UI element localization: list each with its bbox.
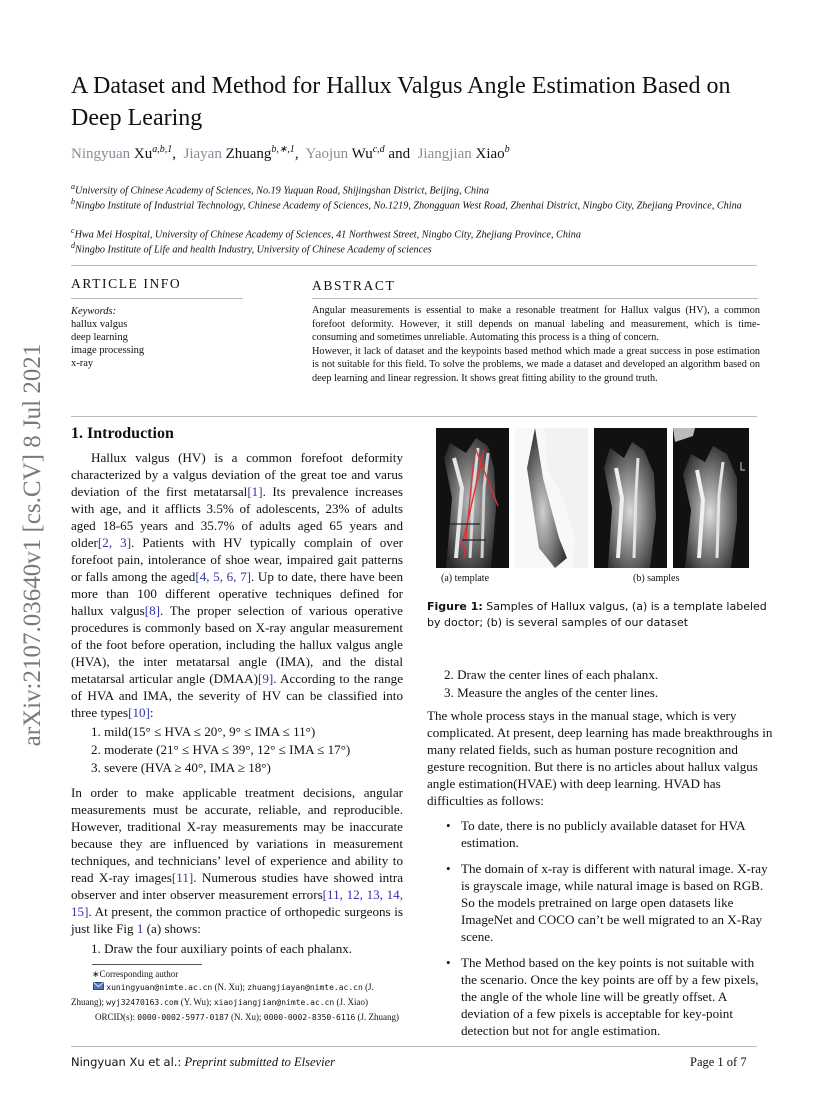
orcid-id: 0000-0002-8350-6116 (263, 1013, 356, 1022)
figure-caption-label: Figure 1: (427, 600, 483, 613)
arxiv-stamp-text: arXiv:2107.03640v1 [cs.CV] 8 Jul 2021 (19, 343, 46, 747)
bullet-dot: • (446, 818, 451, 833)
subcaption-a: (a) template (441, 573, 490, 584)
xray-sample-image (673, 428, 749, 568)
footer-note: Preprint submitted to Elsevier (184, 1055, 335, 1069)
author-last-name: Xiao (475, 146, 505, 162)
citation-link[interactable]: [4, 5, 6, 7] (195, 569, 252, 584)
corresponding-author: ∗Corresponding author (92, 969, 179, 979)
bullet-dot: • (446, 955, 451, 970)
figure-caption-text: Samples of Hallux valgus, (a) is a template labeled by doctor; (b) is several samples of our dataset (427, 600, 767, 629)
author-sup: c,d (372, 144, 385, 155)
citation-link[interactable]: [2, 3] (97, 535, 132, 550)
author-first-name: Ningyuan (71, 146, 131, 162)
severity-item: 1. mild(15° ≤ HVA ≤ 20°, 9° ≤ IMA ≤ 11°) (91, 724, 316, 739)
author-first-name: Yaojun (305, 146, 349, 162)
footer-divider (71, 1046, 757, 1047)
footnote-rule (92, 964, 202, 965)
xray-sample-image (515, 428, 588, 568)
affiliation-text: Hwa Mei Hospital, University of Chinese Academy of Sciences, 41 Northwest Street, Ningbo City, Zhejiang Province, China (74, 229, 581, 241)
footnote-emails (71, 980, 406, 1025)
divider (71, 298, 243, 299)
bullet-dot: • (446, 861, 451, 876)
text-run: (a) shows: (143, 921, 201, 936)
text-run: . According to the range of HVA and IMA, the severity of HV can be classified into three types (71, 671, 404, 720)
orcid-id: 0000-0002-5977-0187 (137, 1013, 229, 1022)
affiliation-text: Ningbo Institute of Life and health Industry, University of Chinese Academy of sciences (75, 244, 432, 256)
citation-link[interactable]: [11, 12, 13, 14, 15] (71, 887, 403, 919)
author-list (71, 144, 510, 163)
keyword: x-ray (71, 358, 94, 369)
email-link[interactable]: xiaojiangjian@nimte.ac.cn (213, 998, 335, 1007)
bullet-item: The domain of x-ray is different with natural image. X-ray is grayscale image, while natural image is based on RGB. So the models pretrained on large open datasets like ImageNet and COCO can’t be well migrated to an X-Ray scene. (461, 861, 768, 944)
figure-link[interactable]: 1 (136, 921, 144, 936)
divider (71, 416, 757, 417)
citation-link[interactable]: [8] (144, 603, 160, 618)
affiliation-text: University of Chinese Academy of Sciences, No.19 Yuquan Road, Shijingshan District, Beijing, China (75, 185, 489, 197)
author-last-name: Xu (133, 146, 153, 162)
abstract-paragraph: However, it lack of dataset and the keypoints based method which made a great success in pose estimation is not suitable for this field. To solve the problems, we made a dataset and developed an algorithm based on deep learning and linear regression. It shows great fitting ability to the ground truth. (312, 345, 760, 384)
affiliation-mark: c (71, 226, 75, 235)
affiliation-mark: b (71, 197, 75, 206)
affiliation-mark: a (71, 182, 75, 191)
text-run: In order to make applicable treatment decisions, angular measurements must be accurate, reliable, and reproducible. However, traditional X-ray measurements may be inaccurate because they are influenced by variations in measurement techniques, and technicians’ level of experience and ability to read X-ray images (71, 785, 403, 885)
text-run: . Its prevalence increases with age, and it afflicts 3.5% of adolescents, 23% of adults aged 18-65 years and 35.7% of adults aged 65 years and older (71, 484, 403, 550)
author-separator: , (294, 146, 299, 162)
author-and: and (388, 146, 411, 162)
figure-caption (427, 599, 767, 631)
subcaption-b: (b) samples (633, 573, 680, 584)
email-owner: (J. Zhuang); (71, 982, 374, 1007)
citation-link[interactable]: [10] (128, 705, 150, 720)
severity-item: 3. severe (HVA ≥ 40°, IMA ≥ 18°) (91, 760, 271, 775)
text-run: . Patients with HV typically complain of over forefoot pain, intolerance of shoe wear, impaired gait patterns or falls among the aged (71, 535, 403, 584)
arxiv-stamp (18, 310, 48, 780)
affiliation-text: Ningbo Institute of Industrial Technology, Chinese Academy of Sciences, No.1219, Zhongguan West Road, Zhenhai District, Ningbo City, Zhejiang Province, China (75, 200, 742, 212)
envelope-icon (93, 982, 104, 990)
author-sup: b (504, 144, 510, 155)
text-run: Hallux valgus (HV) is a common forefoot deformity characterized by a valgus deviation of the great toe and varus deviation of the first metatarsal (71, 450, 403, 499)
author-first-name: Jiangjian (417, 146, 472, 162)
keyword: hallux valgus (71, 319, 128, 330)
author-first-name: Jiayan (183, 146, 222, 162)
text-run: . At present, the common practice of orthopedic surgeons is just like Fig (71, 904, 403, 936)
text-run: . Up to date, there have been more than 100 different operative techniques defined for hallux valgus (71, 569, 403, 618)
text-run: . Numerous studies have showed intra observer and inter observer measurement errors (71, 870, 404, 902)
author-last-name: Zhuang (225, 146, 272, 162)
keyword: image processing (71, 345, 145, 356)
author-last-name: Wu (351, 146, 373, 162)
abstract-paragraph: Angular measurements is essential to make a resonable treatment for Hallux valgus (HV), a common forefoot deformity. However, it still depends on manual labeling and measurement, which is time-consuming and sometimes unreliable. Automating this process is a thing of concern. (312, 305, 760, 344)
author-sup: a,b,1 (152, 144, 173, 155)
orcid-label: ORCID(s): (95, 1012, 135, 1022)
practice-item: 1. Draw the four auxiliary points of each phalanx. (91, 941, 353, 956)
intro-paragraph (71, 449, 403, 721)
keywords-label: Keywords: (71, 306, 117, 317)
paper-title: A Dataset and Method for Hallux Valgus Angle Estimation Based on Deep Learing (71, 73, 731, 131)
footer-author: Ningyuan Xu et al.: (71, 1055, 182, 1069)
practice-item: 2. Draw the center lines of each phalanx. (444, 667, 659, 682)
email-owner: (N. Xu); (214, 982, 245, 992)
affiliation-mark: d (71, 241, 75, 250)
section-heading: 1. Introduction (71, 425, 174, 442)
author-sup: b,∗,1 (271, 144, 295, 155)
footer-left (71, 1055, 335, 1070)
severity-item: 2. moderate (21° ≤ HVA ≤ 39°, 12° ≤ IMA ≤ 17°) (91, 742, 351, 757)
citation-link[interactable]: [1] (247, 484, 263, 499)
orcid-owner: (N. Xu); (231, 1012, 262, 1022)
keyword: deep learning (71, 332, 128, 343)
bullet-item: The Method based on the key points is not suitable with the scenario. Once the key points are off by a few pixels, the angle of the whole line will be greatly offset. A deviation of a few pixels is acceptable for key-point detection but not for angle estimation. (461, 955, 759, 1038)
citation-link[interactable]: [9] (258, 671, 274, 686)
intro-paragraph (71, 784, 403, 937)
email-link[interactable]: zhuangjiayan@nimte.ac.cn (247, 983, 363, 992)
citation-link[interactable]: [11] (171, 870, 194, 885)
practice-item: 3. Measure the angles of the center lines. (444, 685, 659, 700)
affiliation (71, 239, 761, 257)
email-link[interactable]: wyj32470163.com (106, 998, 179, 1007)
author-separator: , (172, 146, 177, 162)
bullet-item: To date, there is no publicly available dataset for HVA estimation. (461, 818, 745, 850)
xray-template-image (436, 428, 509, 568)
abstract-heading: ABSTRACT (312, 278, 396, 293)
email-owner: (Y. Wu); (180, 997, 212, 1007)
text-run: . The proper selection of various operative procedures is commonly based on X-ray angular measurement of the foot before operation, including the hallux valgus angle (HVA), the inter metatarsal angle (IMA), and the distal metatarsal articular angle (DMAA) (71, 603, 403, 686)
abstract-body (312, 304, 760, 386)
article-info-heading: ARTICLE INFO (71, 276, 182, 291)
xray-sample-image (594, 428, 667, 568)
text-run: : (149, 705, 154, 720)
divider (71, 265, 757, 266)
divider (312, 298, 758, 299)
affiliation (71, 195, 761, 213)
page-number: Page 1 of 7 (690, 1055, 747, 1069)
body-paragraph: The whole process stays in the manual stage, which is very complicated. At present, deep learning has made breakthroughs in many related fields, such as human posture recognition and gesture recognition. But there is no articles about hallux valgus angle estimation(HVAE) with deep learning. HVAD has difficulties as follows: (427, 708, 773, 808)
orcid-owner: (J. Zhuang) (357, 1012, 400, 1022)
email-owner: (J. Xiao) (336, 997, 368, 1007)
email-link[interactable]: xuningyuan@nimte.ac.cn (106, 983, 213, 992)
